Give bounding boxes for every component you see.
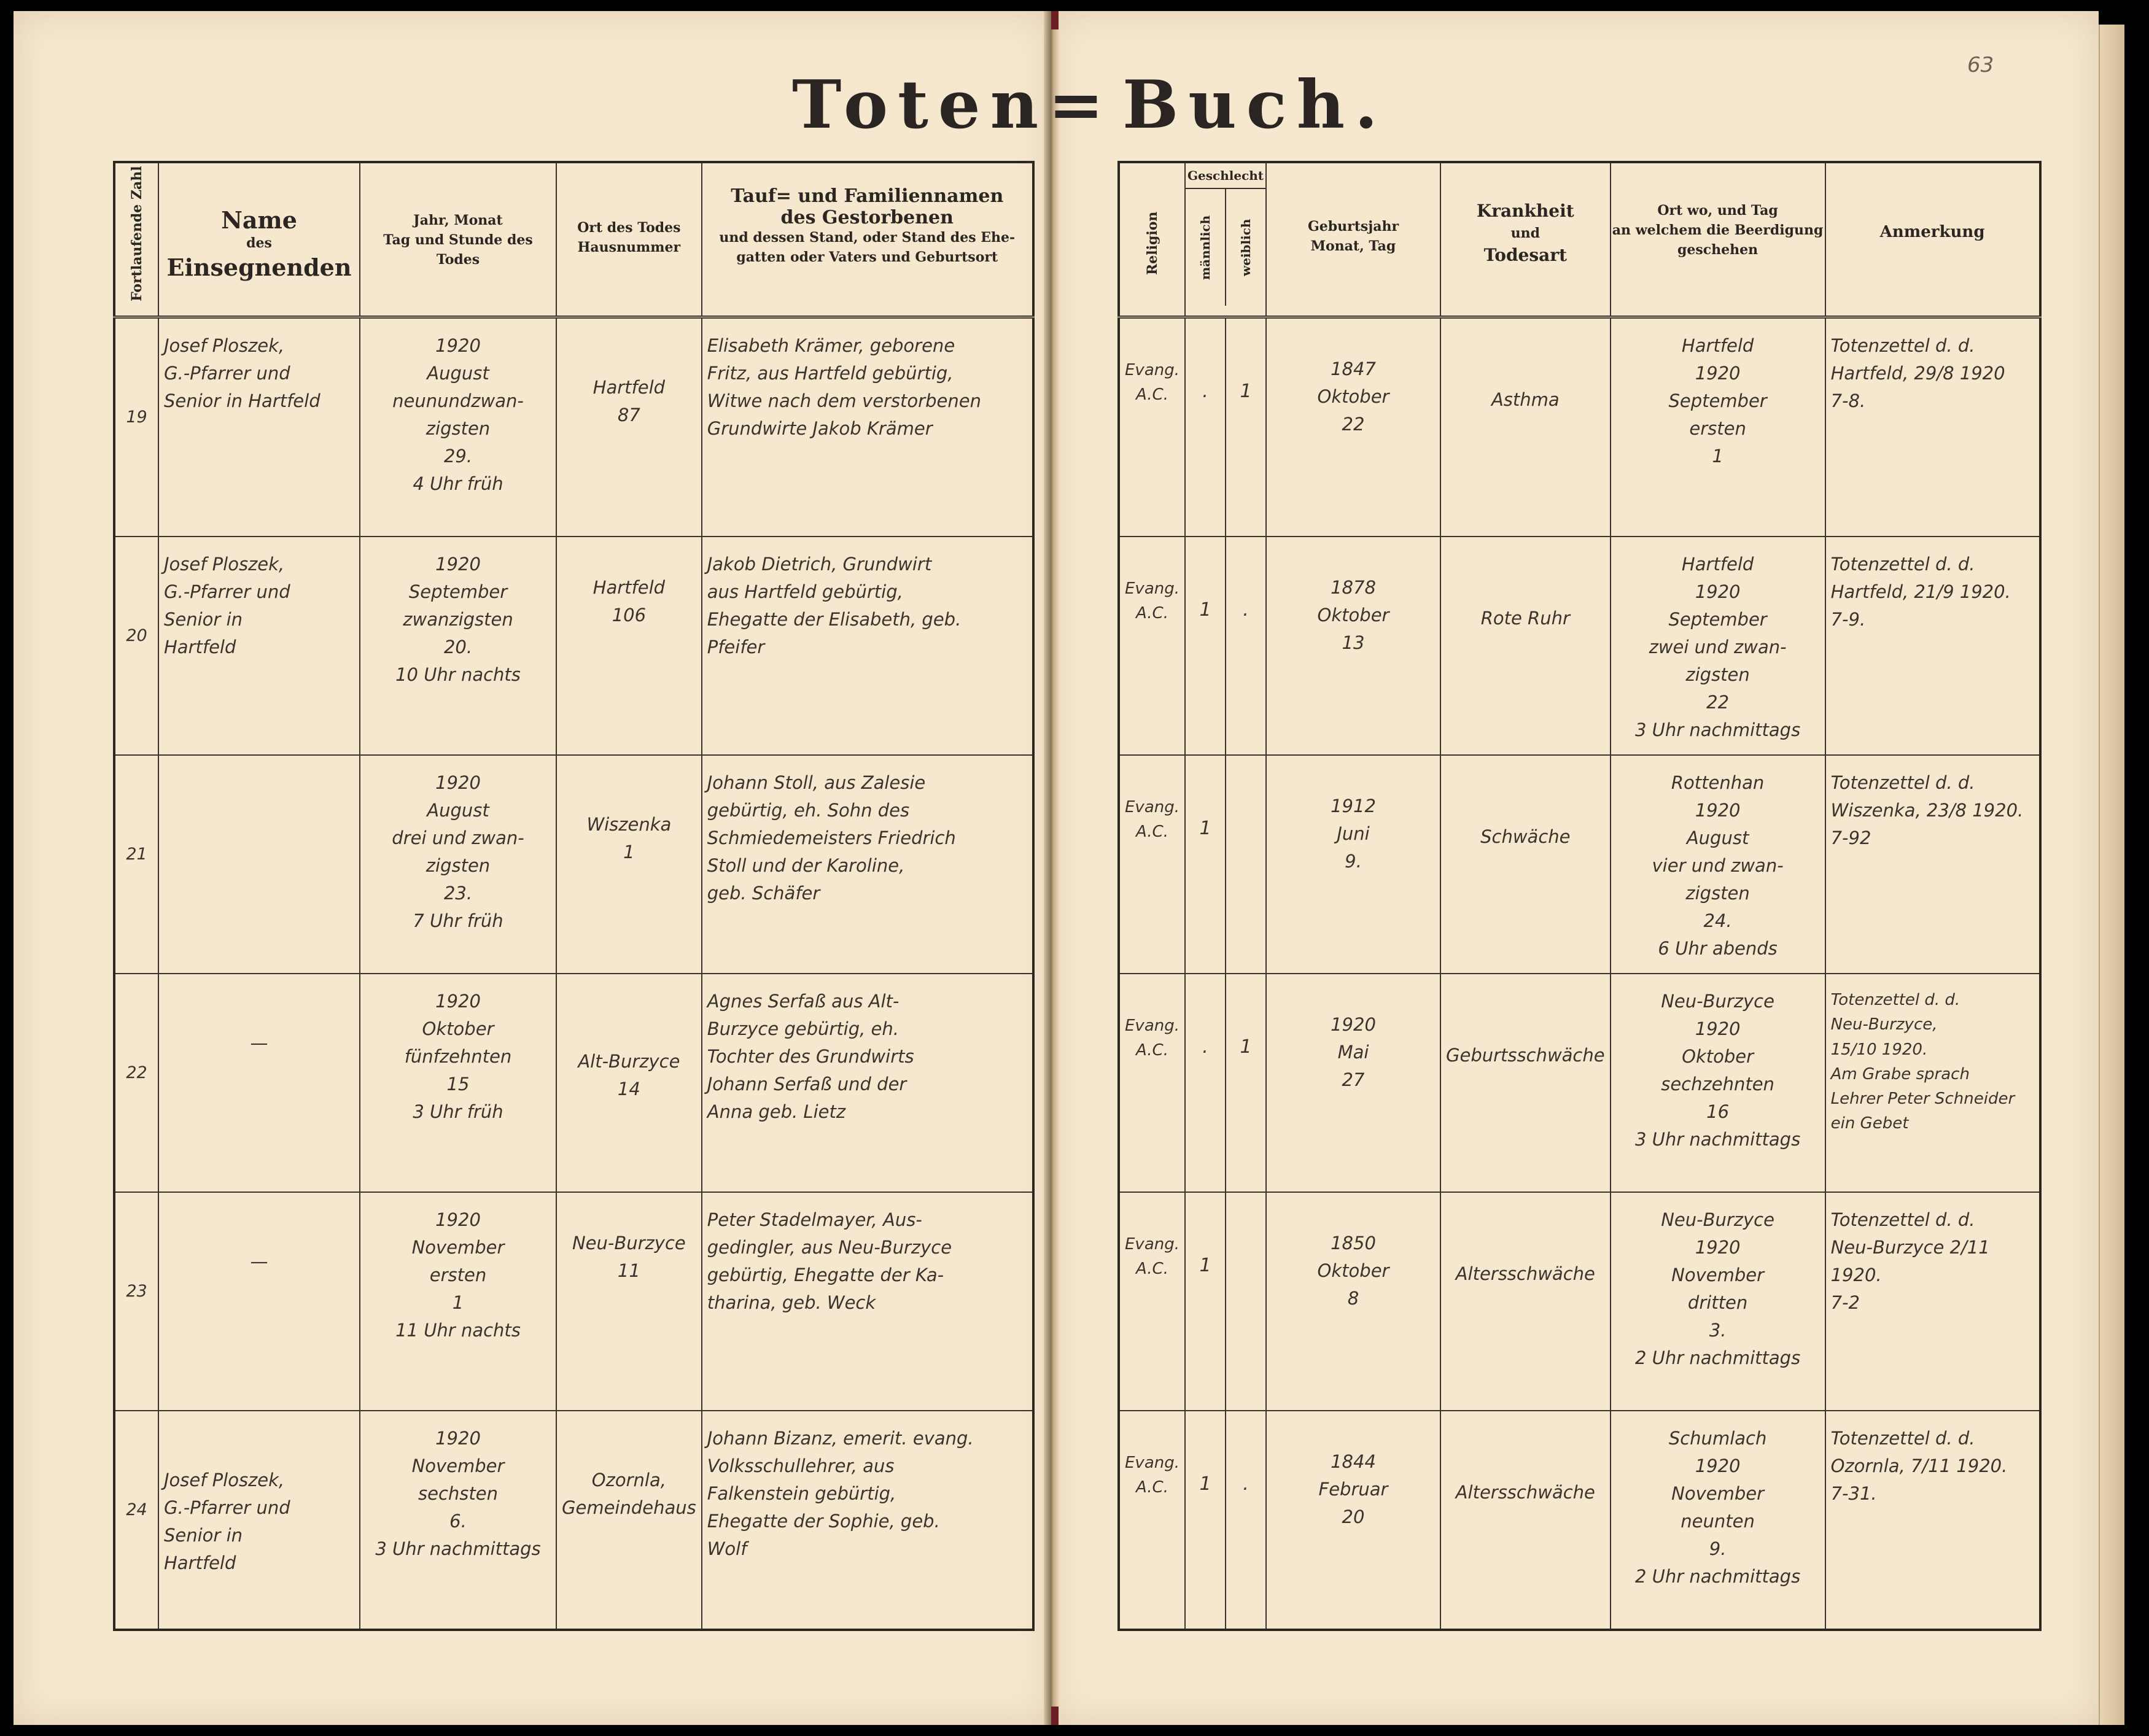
entry-row-22	[114, 974, 1033, 1192]
header-place-line2: Hausnummer	[577, 239, 681, 255]
female-mark: 1	[1240, 381, 1252, 402]
header-burial-line2: an welchem die Beerdigung	[1612, 222, 1824, 238]
female-mark: 1	[1240, 1036, 1252, 1058]
header-deceased-line3: und dessen Stand, oder Stand des Ehe-	[719, 230, 1016, 246]
death-date: 1920 November sechsten 6. 3 Uhr nachmittags	[375, 1428, 541, 1559]
male-mark: .	[1202, 381, 1208, 402]
male-mark: 1	[1199, 1255, 1211, 1276]
disease: Altersschwäche	[1455, 1263, 1595, 1284]
header-number	[114, 162, 158, 317]
entry-number: 23	[126, 1282, 147, 1301]
burial: Neu-Burzyce 1920 Oktober sechzehnten 16 3 Uhr nachmittags	[1634, 991, 1801, 1150]
header-death-date	[360, 162, 556, 317]
header-remarks	[1825, 162, 2040, 317]
remarks: Totenzettel d. d. Neu-Burzyce 2/11 1920. 7-2	[1830, 1209, 1990, 1313]
header-row-right	[1119, 162, 2040, 317]
header-disease	[1440, 162, 1611, 317]
religion: Evang. A.C.	[1125, 798, 1179, 842]
entry-number: 19	[126, 408, 147, 427]
disease: Rote Ruhr	[1480, 608, 1570, 629]
death-place: Ozornla, Gemeindehaus	[562, 1470, 696, 1518]
header-officiant-name: Name	[221, 206, 297, 234]
page-number: 63	[1967, 53, 1994, 77]
entry-row-right-24	[1119, 1411, 2040, 1630]
header-deceased-line4: gatten oder Vaters und Geburtsort	[736, 249, 998, 265]
male-mark: 1	[1199, 599, 1211, 621]
officiant	[159, 756, 359, 811]
entry-row-right-21	[1119, 755, 2040, 974]
male-mark: 1	[1199, 818, 1211, 839]
entry-row-right-22	[1119, 974, 2040, 1192]
remarks: Totenzettel d. d. Wiszenka, 23/8 1920. 7-92	[1830, 772, 2024, 848]
death-place: Alt-Burzyce 14	[578, 1051, 680, 1099]
header-date-line3: Todes	[436, 251, 480, 268]
book-title-right: Buch.	[1122, 66, 1388, 144]
entry-number: 20	[126, 626, 147, 645]
entry-row-right-23	[1119, 1192, 2040, 1411]
death-date: 1920 August drei und zwan- zigsten 23. 7 Uhr früh	[392, 772, 524, 931]
entry-row-right-20	[1119, 537, 2040, 755]
header-sex-text: Geschlecht	[1186, 163, 1265, 189]
header-burial-line1: Ort wo, und Tag	[1657, 203, 1778, 219]
remarks: Totenzettel d. d. Hartfeld, 21/9 1920. 7-9.	[1830, 554, 2011, 630]
header-number-text: Fortlaufende Zahl	[128, 166, 145, 302]
death-date: 1920 November ersten 1 11 Uhr nachts	[395, 1209, 521, 1341]
header-disease-line1: Krankheit	[1476, 201, 1574, 221]
officiant: —	[250, 1033, 268, 1053]
officiant: Josef Ploszek, G.-Pfarrer und Senior in Hartfeld	[164, 1470, 290, 1573]
disease: Asthma	[1491, 389, 1560, 410]
header-female: weiblich	[1238, 219, 1253, 276]
officiant: Josef Ploszek, G.-Pfarrer und Senior in Hartfeld	[164, 335, 321, 411]
header-deceased-line2: des Gestorbenen	[780, 207, 954, 228]
disease: Altersschwäche	[1455, 1482, 1595, 1503]
header-officiant-des: des	[246, 235, 272, 251]
birth-date: 1878 Oktober 13	[1317, 577, 1389, 653]
death-date: 1920 September zwanzigsten 20. 10 Uhr nachts	[395, 554, 521, 685]
entry-row-21	[114, 755, 1033, 974]
header-birth-line2: Monat, Tag	[1310, 238, 1396, 254]
disease: Schwäche	[1480, 826, 1571, 847]
header-place-line1: Ort des Todes	[577, 220, 681, 236]
entry-number: 21	[126, 845, 147, 864]
entry-row-right-19	[1119, 317, 2040, 537]
header-date-line2: Tag und Stunde des	[383, 231, 533, 248]
deceased: Agnes Serfaß aus Alt- Burzyce gebürtig, eh. Tochter des Grundwirts Johann Serfaß und der Anna geb. Lietz	[707, 991, 914, 1122]
entry-number: 24	[126, 1500, 147, 1519]
book-gutter	[1044, 11, 1060, 1725]
death-place: Neu-Burzyce 11	[572, 1233, 686, 1281]
entry-row-23	[114, 1192, 1033, 1411]
death-place: Hartfeld 87	[593, 377, 666, 425]
male-mark: 1	[1199, 1473, 1211, 1495]
birth-date: 1920 Mai 27	[1331, 1014, 1376, 1090]
burial: Hartfeld 1920 September zwei und zwan- zigsten 22 3 Uhr nachmittags	[1634, 554, 1801, 740]
remarks: Totenzettel d. d. Neu-Burzyce, 15/10 1920. Am Grabe sprach Lehrer Peter Schneider ein Gebet	[1830, 991, 2015, 1133]
religion: Evang. A.C.	[1125, 579, 1179, 623]
header-male: männlich	[1198, 215, 1213, 280]
deceased: Jakob Dietrich, Grundwirt aus Hartfeld gebürtig, Ehegatte der Elisabeth, geb. Pfeifer	[707, 554, 962, 657]
female-mark	[1226, 1193, 1265, 1252]
spine-binding-bottom	[1051, 1707, 1059, 1725]
officiant: Josef Ploszek, G.-Pfarrer und Senior in Hartfeld	[164, 554, 290, 657]
header-place	[556, 162, 702, 317]
register-table-right	[1117, 161, 2042, 1631]
header-remarks-text: Anmerkung	[1879, 223, 1985, 241]
header-religion-text: Religion	[1144, 211, 1160, 275]
burial: Rottenhan 1920 August vier und zwan- zigsten 24. 6 Uhr abends	[1652, 772, 1784, 959]
burial: Schumlach 1920 November neunten 9. 2 Uhr nachmittags	[1634, 1428, 1801, 1587]
burial: Hartfeld 1920 September ersten 1	[1668, 335, 1767, 467]
female-mark	[1226, 756, 1265, 815]
officiant: —	[250, 1251, 268, 1272]
burial: Neu-Burzyce 1920 November dritten 3. 2 Uhr nachmittags	[1634, 1209, 1801, 1368]
header-burial	[1611, 162, 1825, 317]
header-birth-line1: Geburtsjahr	[1307, 219, 1399, 234]
header-disease-line3: Todesart	[1483, 245, 1567, 266]
page-edge	[2099, 25, 2124, 1725]
header-deceased	[702, 162, 1033, 317]
header-sex	[1185, 162, 1266, 317]
male-mark: .	[1202, 1036, 1208, 1058]
death-date: 1920 Oktober fünfzehnten 15 3 Uhr früh	[404, 991, 512, 1122]
death-place: Wiszenka 1	[586, 814, 672, 862]
female-mark: .	[1243, 1473, 1249, 1495]
deceased: Johann Stoll, aus Zalesie gebürtig, eh. Sohn des Schmiedemeisters Friedrich Stoll und der Karoline, geb. Schäfer	[707, 772, 956, 904]
death-date: 1920 August neunundzwan- zigsten 29. 4 Uhr früh	[392, 335, 524, 494]
header-date-line1: Jahr, Monat	[413, 212, 503, 228]
religion: Evang. A.C.	[1125, 1235, 1179, 1279]
religion: Evang. A.C.	[1125, 361, 1179, 405]
book-title-left: Toten=	[792, 66, 1114, 144]
register-table-left	[113, 161, 1035, 1631]
header-officiant	[158, 162, 360, 317]
header-birth	[1266, 162, 1440, 317]
female-mark: .	[1243, 599, 1249, 621]
deceased: Peter Stadelmayer, Aus- gedingler, aus Neu-Burzyce gebürtig, Ehegatte der Ka- tharina, geb. Weck	[707, 1209, 952, 1313]
entry-number: 22	[126, 1063, 147, 1082]
remarks: Totenzettel d. d. Ozornla, 7/11 1920. 7-31.	[1830, 1428, 2008, 1504]
entry-row-24	[114, 1411, 1033, 1630]
header-deceased-line1: Tauf= und Familiennamen	[731, 185, 1004, 207]
header-disease-line2: und	[1510, 225, 1540, 241]
header-row-left	[114, 162, 1033, 317]
header-burial-line3: geschehen	[1677, 241, 1758, 258]
deceased: Johann Bizanz, emerit. evang. Volksschullehrer, aus Falkenstein gebürtig, Ehegatte der Sophie, geb. Wolf	[707, 1428, 974, 1559]
birth-date: 1912 Juni 9.	[1331, 796, 1376, 872]
remarks: Totenzettel d. d. Hartfeld, 29/8 1920 7-8.	[1830, 335, 2005, 411]
birth-date: 1844 Februar 20	[1318, 1451, 1388, 1527]
spine-binding-top	[1051, 11, 1059, 29]
entry-row-19	[114, 317, 1033, 537]
birth-date: 1850 Oktober 8	[1317, 1233, 1389, 1309]
entry-row-20	[114, 537, 1033, 755]
death-place: Hartfeld 106	[593, 577, 666, 626]
religion: Evang. A.C.	[1125, 1017, 1179, 1060]
deceased: Elisabeth Krämer, geborene Fritz, aus Hartfeld gebürtig, Witwe nach dem verstorbenen Grundwirte Jakob Krämer	[707, 335, 981, 439]
religion: Evang. A.C.	[1125, 1454, 1179, 1497]
disease: Geburtsschwäche	[1446, 1045, 1605, 1066]
header-officiant-main: Einsegnenden	[166, 253, 352, 281]
header-religion	[1119, 162, 1185, 317]
birth-date: 1847 Oktober 22	[1317, 358, 1389, 435]
